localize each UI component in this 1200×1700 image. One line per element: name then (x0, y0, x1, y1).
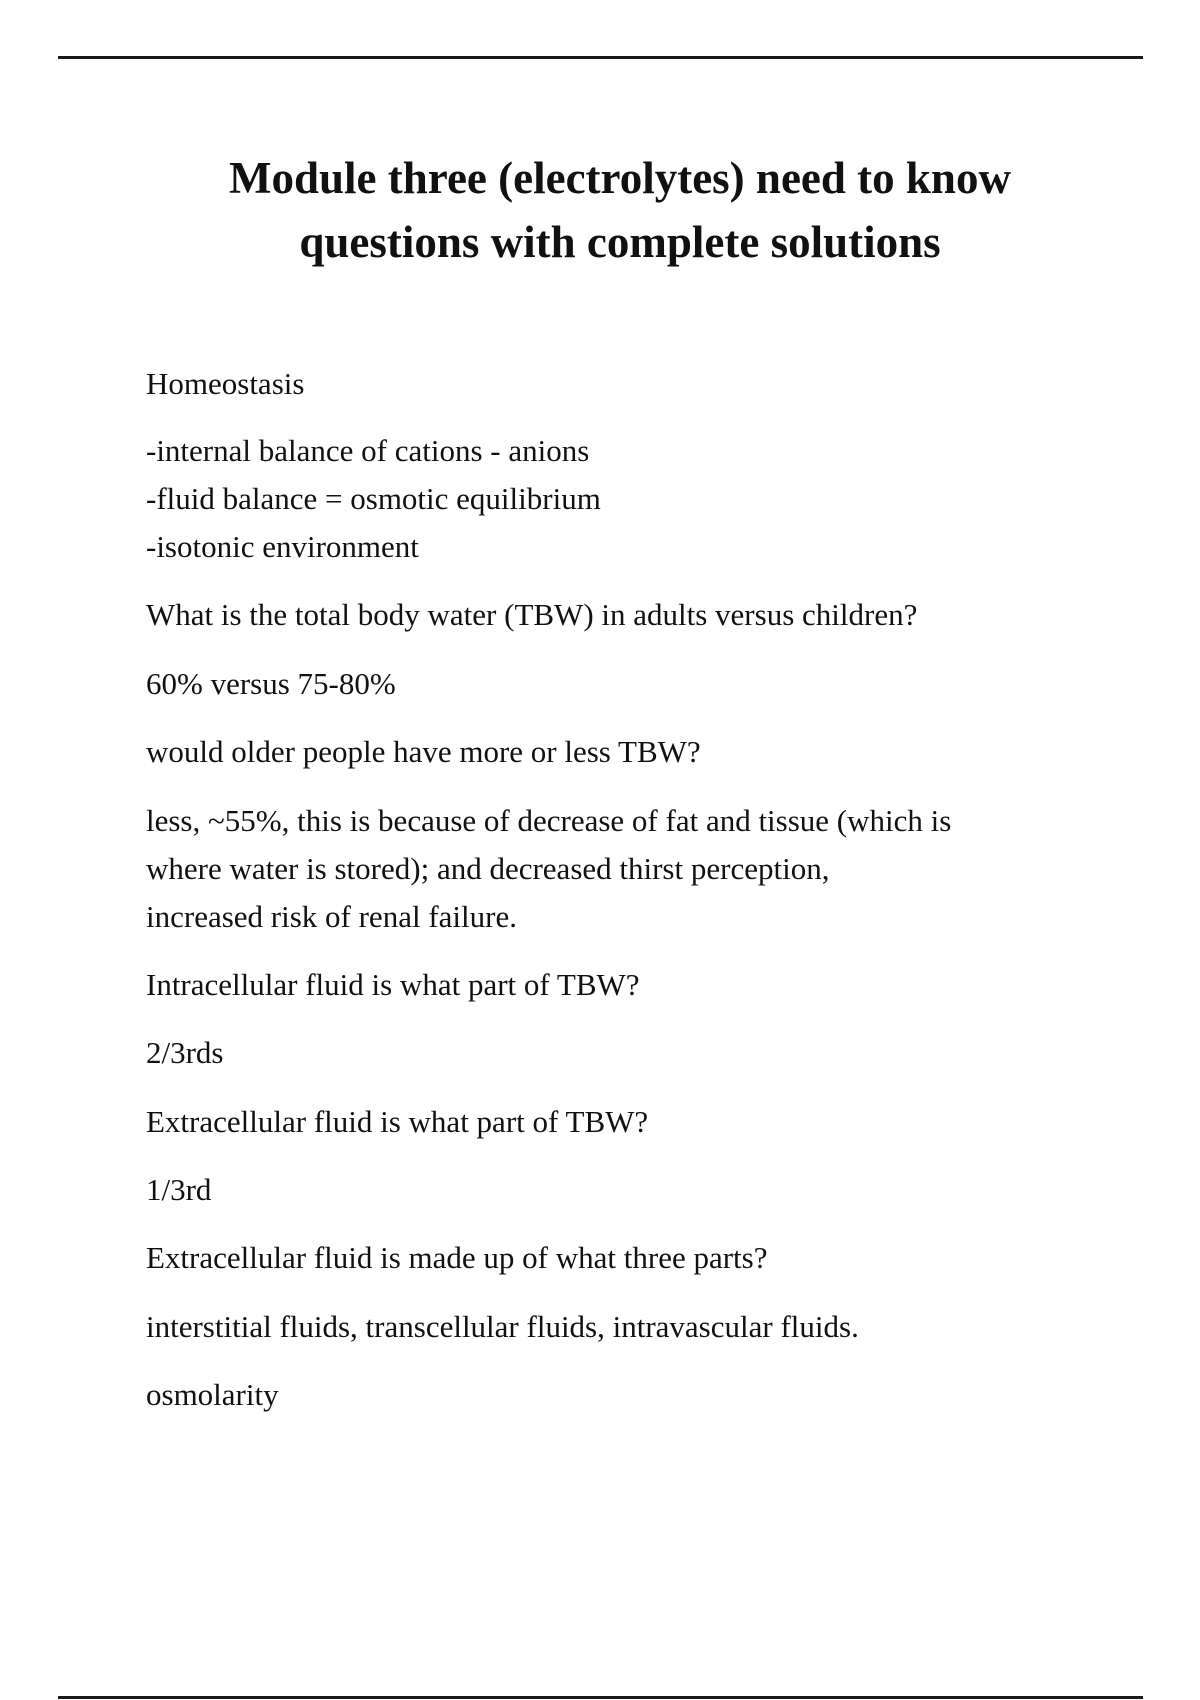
question-text: Intracellular fluid is what part of TBW? (146, 967, 640, 1002)
answer-text: 2/3rds (146, 1035, 224, 1070)
answer-text: 60% versus 75-80% (146, 666, 396, 701)
answer-ecf-parts (146, 1303, 859, 1351)
definition-homeostasis (146, 427, 601, 571)
term-homeostasis (146, 360, 304, 408)
question-icf (146, 961, 640, 1009)
question-text: What is the total body water (TBW) in adults versus children? (146, 597, 918, 632)
term-osmolarity (146, 1371, 279, 1419)
question-text: Extracellular fluid is made up of what three parts? (146, 1240, 768, 1275)
question-older-tbw (146, 728, 701, 776)
question-text: would older people have more or less TBW? (146, 734, 701, 769)
title-line-2: questions with complete solutions (299, 217, 941, 267)
definition-line: -isotonic environment (146, 529, 419, 564)
question-ecf-parts (146, 1234, 767, 1282)
answer-tbw (146, 660, 396, 708)
term-text: osmolarity (146, 1377, 279, 1412)
answer-icf (146, 1029, 224, 1077)
page-title (0, 146, 1200, 274)
answer-older-tbw (146, 797, 951, 941)
answer-text: interstitial fluids, transcellular fluids, intravascular fluids. (146, 1309, 859, 1344)
term-text: Homeostasis (146, 366, 305, 401)
question-text: Extracellular fluid is what part of TBW? (146, 1104, 649, 1139)
answer-line: increased risk of renal failure. (146, 899, 517, 934)
answer-line: where water is stored); and decreased thirst perception, (146, 851, 830, 886)
answer-text: 1/3rd (146, 1172, 212, 1207)
title-line-1: Module three (electrolytes) need to know (229, 153, 1011, 203)
answer-line: less, ~55%, this is because of decrease of fat and tissue (which is (146, 803, 952, 838)
question-tbw (146, 591, 917, 639)
definition-line: -internal balance of cations - anions (146, 433, 590, 468)
bottom-divider (58, 1696, 1143, 1699)
answer-ecf (146, 1166, 211, 1214)
top-divider (58, 56, 1143, 59)
question-ecf (146, 1098, 648, 1146)
definition-line: -fluid balance = osmotic equilibrium (146, 481, 601, 516)
